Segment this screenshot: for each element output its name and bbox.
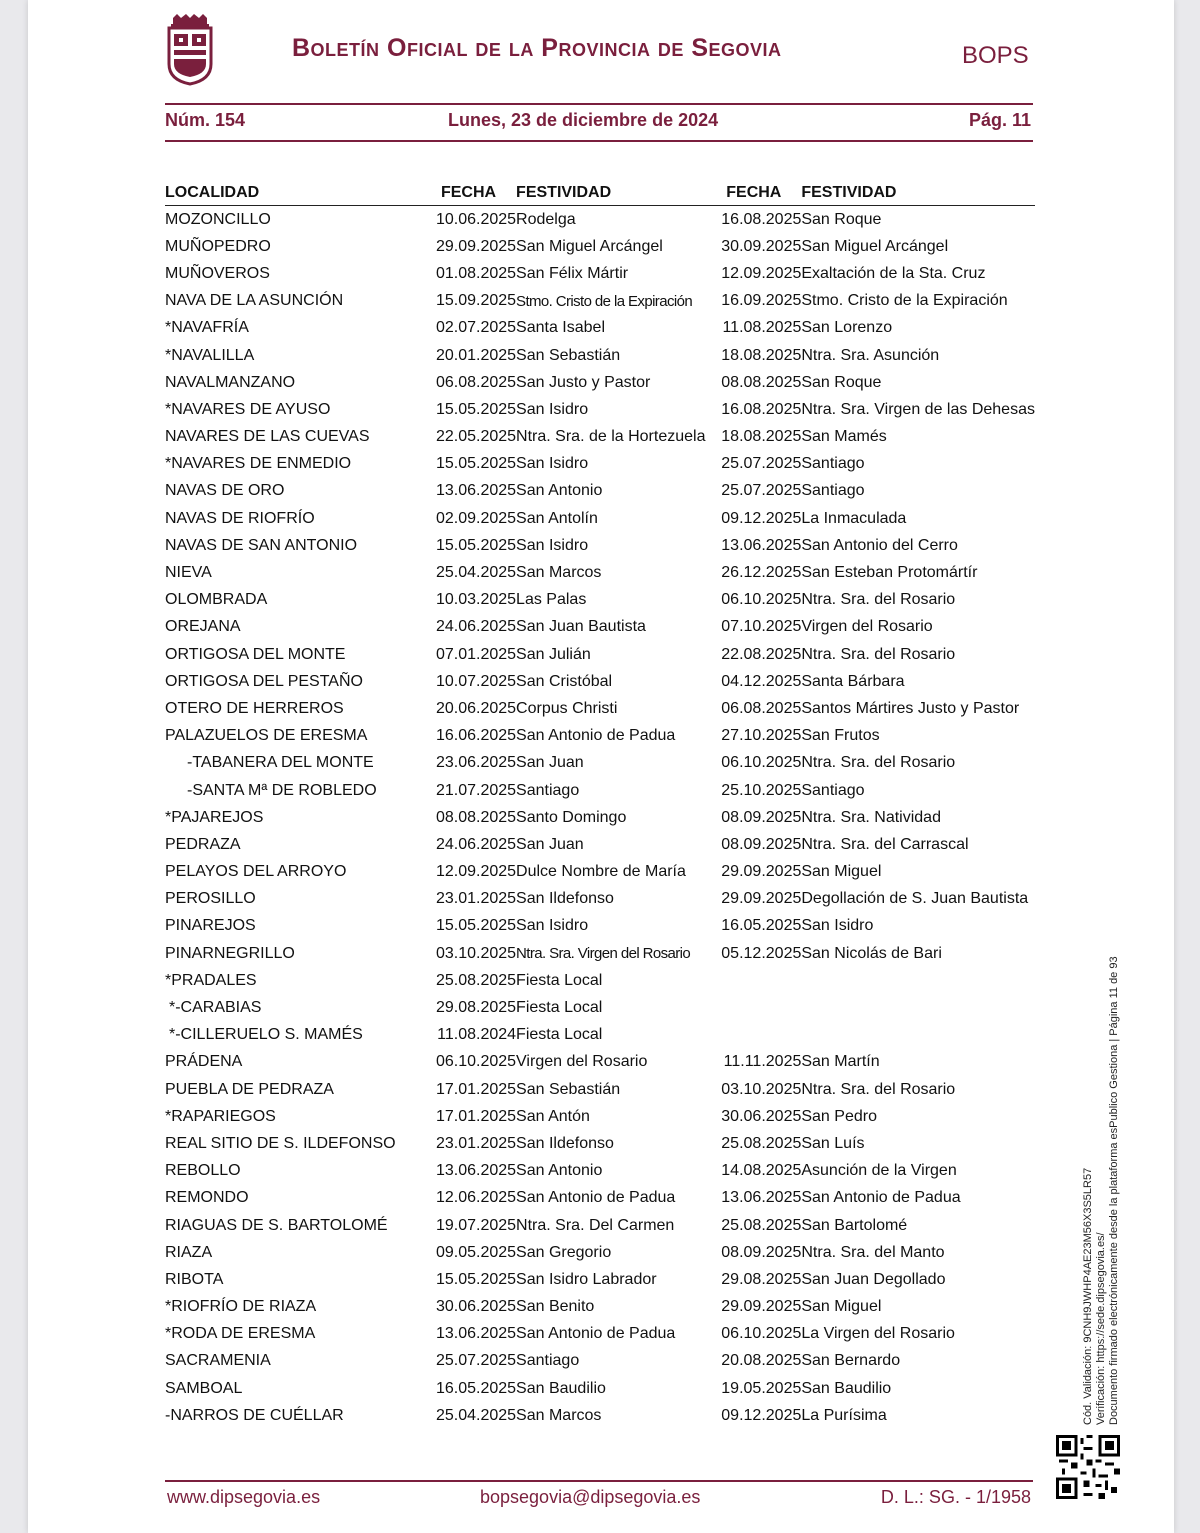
festivity-2-cell: San Roque — [801, 373, 882, 391]
festivity-1-cell: Santo Domingo — [516, 808, 627, 826]
festivity-1-cell: Santiago — [516, 781, 580, 799]
locality-cell: RIBOTA — [165, 1270, 224, 1288]
festivity-1-cell: San Antonio de Padua — [516, 1325, 676, 1343]
festivity-1-cell: Ntra. Sra. Virgen del Rosario — [516, 945, 691, 963]
table-row — [165, 614, 1035, 641]
locality-cell: ORTIGOSA DEL MONTE — [165, 645, 346, 663]
signature-note: Documento firmado electrónicamente desde la plataforma esPublico Gestiona | Página 11 de 93 — [1108, 956, 1120, 1425]
date-2-cell: 29.09.2025 — [721, 1298, 802, 1316]
festivity-1-cell: Dulce Nombre de María — [516, 863, 686, 881]
date-2-cell: 08.08.2025 — [721, 373, 802, 391]
table-row — [165, 1375, 1035, 1402]
date-2-cell — [713, 967, 802, 994]
date-2-cell: 18.08.2025 — [721, 346, 802, 364]
festivity-2-cell: Santa Bárbara — [801, 672, 905, 690]
festivity-2-cell: Santos Mártires Justo y Pastor — [801, 699, 1020, 717]
festivity-2-cell: Exaltación de la Sta. Cruz — [801, 264, 986, 282]
locality-cell: *NAVARES DE AYUSO — [165, 400, 331, 418]
festivity-1-cell: San Ildefonso — [516, 890, 614, 908]
header-festivity-2: FESTIVIDAD — [801, 176, 1035, 206]
date-2-cell: 29.08.2025 — [721, 1270, 802, 1288]
website-link[interactable]: www.dipsegovia.es — [167, 1487, 321, 1507]
locality-cell: REBOLLO — [165, 1162, 241, 1180]
date-2-cell: 11.11.2025 — [723, 1053, 802, 1071]
table-row — [165, 396, 1035, 423]
date-1-cell: 15.05.2025 — [435, 536, 517, 554]
festivity-1-cell: San Juan Bautista — [516, 618, 646, 636]
date-2-cell: 13.06.2025 — [721, 536, 802, 554]
locality-cell: -TABANERA DEL MONTE — [187, 754, 374, 772]
locality-cell: MUÑOPEDRO — [165, 237, 271, 255]
locality-cell: OTERO DE HERREROS — [165, 699, 344, 717]
festivity-1-cell: San Gregorio — [516, 1243, 612, 1261]
festivity-2-cell: Ntra. Sra. del Rosario — [801, 591, 956, 609]
date-1-cell: 15.05.2025 — [435, 917, 517, 935]
date-2-cell: 25.08.2025 — [721, 1216, 802, 1234]
date-1-cell: 20.01.2025 — [435, 346, 517, 364]
locality-cell: PINAREJOS — [165, 917, 256, 935]
date-1-cell: 07.01.2025 — [435, 645, 517, 663]
date-1-cell: 20.06.2025 — [435, 699, 517, 717]
locality-cell: OREJANA — [165, 618, 241, 636]
date-1-cell: 03.10.2025 — [435, 944, 517, 962]
date-1-cell: 02.07.2025 — [435, 319, 517, 337]
table-row — [165, 668, 1035, 695]
locality-cell: PELAYOS DEL ARROYO — [165, 863, 347, 881]
date-1-cell: 08.08.2025 — [435, 808, 517, 826]
date-2-cell: 04.12.2025 — [721, 672, 802, 690]
festivity-2-cell: Santiago — [801, 455, 865, 473]
header-bottom-rule — [165, 140, 1033, 142]
festivity-1-cell: San Antonio — [516, 1162, 603, 1180]
festivity-2-cell: Ntra. Sra. Natividad — [801, 808, 941, 826]
festivity-2-cell: San Roque — [801, 210, 882, 228]
festivity-2-cell: San Antonio del Cerro — [801, 536, 958, 554]
date-2-cell: 25.10.2025 — [721, 781, 802, 799]
locality-cell: PRÁDENA — [165, 1053, 243, 1071]
date-2-cell: 06.10.2025 — [721, 1325, 802, 1343]
festivity-1-cell: San Isidro — [516, 400, 589, 418]
festivity-1-cell: San Cristóbal — [516, 672, 613, 690]
table-row — [165, 260, 1035, 287]
table-row — [165, 831, 1035, 858]
table-row — [165, 1103, 1035, 1130]
date-2-cell — [713, 994, 802, 1021]
table-row — [165, 315, 1035, 342]
table-row — [165, 559, 1035, 586]
holidays-table — [165, 176, 1035, 1429]
header-date-2: FECHA — [713, 176, 802, 206]
festivity-2-cell: La Virgen del Rosario — [801, 1325, 955, 1343]
date-1-cell: 10.06.2025 — [435, 210, 517, 228]
date-1-cell: 10.03.2025 — [435, 591, 517, 609]
locality-cell: REAL SITIO DE S. ILDEFONSO — [165, 1134, 396, 1152]
coat-of-arms-logo — [165, 14, 215, 86]
festivity-1-cell: Ntra. Sra. de la Hortezuela — [516, 428, 706, 446]
date-1-cell: 19.07.2025 — [435, 1216, 517, 1234]
date-1-cell: 06.10.2025 — [435, 1053, 517, 1071]
festivity-2-cell — [801, 1022, 1035, 1049]
locality-cell: NAVAS DE RIOFRÍO — [165, 509, 315, 527]
festivity-1-cell: San Sebastián — [516, 346, 621, 364]
date-2-cell: 14.08.2025 — [721, 1162, 802, 1180]
festivity-2-cell: Ntra. Sra. del Rosario — [801, 645, 956, 663]
date-2-cell: 09.12.2025 — [721, 1406, 802, 1424]
locality-cell: *PAJAREJOS — [165, 808, 264, 826]
date-1-cell: 25.04.2025 — [435, 564, 517, 582]
date-2-cell: 29.09.2025 — [721, 863, 802, 881]
date-1-cell: 10.07.2025 — [435, 672, 517, 690]
festivity-2-cell: San Bernardo — [801, 1352, 901, 1370]
qr-code-icon — [1056, 1435, 1120, 1499]
locality-cell: MOZONCILLO — [165, 210, 271, 228]
date-2-cell: 30.09.2025 — [721, 237, 802, 255]
date-1-cell: 25.07.2025 — [435, 1352, 517, 1370]
date-2-cell: 25.07.2025 — [721, 482, 802, 500]
locality-cell: *RIOFRÍO DE RIAZA — [165, 1298, 317, 1316]
festivity-2-cell: Ntra. Sra. del Manto — [801, 1243, 945, 1261]
festivity-2-cell: San Nicolás de Bari — [801, 944, 942, 962]
festivity-1-cell: San Antolín — [516, 509, 598, 527]
festivity-1-cell: Virgen del Rosario — [516, 1053, 648, 1071]
festivity-1-cell: San Ildefonso — [516, 1134, 614, 1152]
festivity-1-cell: San Marcos — [516, 564, 602, 582]
festivity-1-cell: San Juan — [516, 754, 584, 772]
date-2-cell: 08.09.2025 — [721, 808, 802, 826]
date-1-cell: 30.06.2025 — [435, 1298, 517, 1316]
date-1-cell: 13.06.2025 — [435, 482, 517, 500]
date-2-cell: 22.08.2025 — [721, 645, 802, 663]
festivity-1-cell: San Marcos — [516, 1406, 602, 1424]
date-2-cell: 16.08.2025 — [721, 400, 802, 418]
table-row — [165, 587, 1035, 614]
date-1-cell: 09.05.2025 — [435, 1243, 517, 1261]
festivity-1-cell: San Félix Mártir — [516, 264, 629, 282]
table-row — [165, 859, 1035, 886]
verification-url: Verificación: https://sede.dipsegovia.es/ — [1095, 1232, 1107, 1425]
table-row — [165, 1049, 1035, 1076]
festivity-1-cell: Las Palas — [516, 591, 587, 609]
table-row — [165, 1022, 1035, 1049]
festivity-2-cell: San Mamés — [801, 428, 887, 446]
festivity-2-cell: San Pedro — [801, 1107, 877, 1125]
date-2-cell: 29.09.2025 — [721, 890, 802, 908]
festivity-1-cell: San Benito — [516, 1298, 595, 1316]
festivity-1-cell: San Justo y Pastor — [516, 373, 651, 391]
page-number: Pág. 11 — [968, 110, 1031, 130]
date-2-cell: 19.05.2025 — [721, 1379, 802, 1397]
date-1-cell: 13.06.2025 — [435, 1325, 517, 1343]
table-row — [165, 342, 1035, 369]
locality-cell: PUEBLA DE PEDRAZA — [165, 1080, 334, 1098]
date-2-cell: 16.09.2025 — [721, 292, 802, 310]
locality-cell: PALAZUELOS DE ERESMA — [165, 727, 368, 745]
festivity-2-cell: San Isidro — [801, 917, 874, 935]
date-1-cell: 12.09.2025 — [435, 863, 517, 881]
table-row — [165, 967, 1035, 994]
locality-cell: NAVA DE LA ASUNCIÓN — [165, 292, 344, 310]
table-row — [165, 1266, 1035, 1293]
festivity-2-cell: Ntra. Sra. del Carrascal — [801, 835, 969, 853]
table-row — [165, 206, 1035, 234]
festivity-2-cell: San Miguel — [801, 863, 882, 881]
locality-cell: NAVAS DE ORO — [165, 482, 285, 500]
table-row — [165, 994, 1035, 1021]
date-2-cell: 06.10.2025 — [721, 591, 802, 609]
header-date-1: FECHA — [424, 176, 516, 206]
festivity-1-cell: Fiesta Local — [516, 1026, 603, 1044]
table-row — [165, 233, 1035, 260]
festivity-2-cell: Santiago — [801, 781, 865, 799]
festivity-2-cell: Ntra. Sra. Virgen de las Dehesas — [801, 400, 1035, 418]
locality-cell: *RAPARIEGOS — [165, 1107, 276, 1125]
date-1-cell: 22.05.2025 — [435, 428, 517, 446]
festivity-2-cell: San Martín — [801, 1053, 880, 1071]
table-row — [165, 1321, 1035, 1348]
table-row — [165, 1348, 1035, 1375]
locality-cell: SAMBOAL — [165, 1379, 243, 1397]
locality-cell: REMONDO — [165, 1189, 249, 1207]
table-header-row — [165, 176, 1035, 206]
date-1-cell: 12.06.2025 — [435, 1189, 517, 1207]
locality-cell: -SANTA Mª DE ROBLEDO — [187, 781, 377, 799]
locality-cell: PEROSILLO — [165, 890, 256, 908]
locality-cell: *PRADALES — [165, 971, 257, 989]
festivity-2-cell — [801, 967, 1035, 994]
date-1-cell: 21.07.2025 — [435, 781, 517, 799]
locality-cell: OLOMBRADA — [165, 591, 268, 609]
festivity-2-cell: Stmo. Cristo de la Expiración — [801, 292, 1008, 310]
festivity-1-cell: San Miguel Arcángel — [516, 237, 663, 255]
table-row — [165, 478, 1035, 505]
table-row — [165, 532, 1035, 559]
festivity-1-cell: San Antonio — [516, 482, 603, 500]
footer-rule — [165, 1480, 1033, 1482]
date-1-cell: 24.06.2025 — [435, 835, 517, 853]
festivity-2-cell: San Frutos — [801, 727, 880, 745]
date-2-cell: 06.08.2025 — [721, 699, 802, 717]
festivity-2-cell: San Baudilio — [801, 1379, 892, 1397]
date-2-cell: 12.09.2025 — [721, 264, 802, 282]
festivity-1-cell: San Antonio de Padua — [516, 727, 676, 745]
festivity-1-cell: San Isidro Labrador — [516, 1270, 657, 1288]
header-locality: LOCALIDAD — [165, 176, 424, 206]
date-1-cell: 23.01.2025 — [435, 890, 517, 908]
festivity-1-cell: Fiesta Local — [516, 999, 603, 1017]
locality-cell: PEDRAZA — [165, 835, 241, 853]
locality-cell: *NAVAFRÍA — [165, 319, 249, 337]
table-row — [165, 1402, 1035, 1429]
locality-cell: PINARNEGRILLO — [165, 944, 295, 962]
date-1-cell: 25.08.2025 — [435, 971, 517, 989]
date-2-cell: 07.10.2025 — [721, 618, 802, 636]
date-2-cell: 16.08.2025 — [721, 210, 802, 228]
festivity-2-cell: San Antonio de Padua — [801, 1189, 961, 1207]
table-row — [165, 1158, 1035, 1185]
date-1-cell: 11.08.2024 — [437, 1026, 517, 1044]
date-2-cell: 26.12.2025 — [721, 564, 802, 582]
locality-cell: NAVALMANZANO — [165, 373, 296, 391]
festivity-1-cell: Stmo. Cristo de la Expiración — [516, 292, 693, 310]
date-1-cell: 23.01.2025 — [435, 1134, 517, 1152]
email-link[interactable]: bopsegovia@dipsegovia.es — [480, 1487, 701, 1507]
festivity-1-cell: San Isidro — [516, 536, 589, 554]
date-2-cell: 08.09.2025 — [721, 1243, 802, 1261]
table-row — [165, 777, 1035, 804]
festivity-2-cell: Virgen del Rosario — [801, 618, 933, 636]
locality-cell: SACRAMENIA — [165, 1352, 271, 1370]
header-top-rule — [165, 103, 1033, 105]
date-2-cell: 16.05.2025 — [721, 917, 802, 935]
date-2-cell: 18.08.2025 — [721, 428, 802, 446]
date-2-cell: 20.08.2025 — [721, 1352, 802, 1370]
table-row — [165, 369, 1035, 396]
date-1-cell: 01.08.2025 — [435, 264, 517, 282]
festivity-1-cell: Rodelga — [516, 210, 576, 228]
date-1-cell: 17.01.2025 — [435, 1080, 517, 1098]
festivity-1-cell: San Isidro — [516, 455, 589, 473]
date-2-cell: 11.08.2025 — [722, 319, 802, 337]
locality-cell: *-CILLERUELO S. MAMÉS — [169, 1026, 363, 1044]
date-1-cell: 13.06.2025 — [435, 1162, 517, 1180]
legal-deposit: D. L.: SG. - 1/1958 — [880, 1487, 1031, 1507]
festivity-1-cell: Fiesta Local — [516, 971, 603, 989]
date-2-cell: 08.09.2025 — [721, 835, 802, 853]
festivity-2-cell: San Lorenzo — [801, 319, 893, 337]
festivity-2-cell: San Esteban Protomártír — [801, 564, 978, 582]
festivity-1-cell: San Juan — [516, 835, 584, 853]
festivity-2-cell: San Luís — [801, 1134, 865, 1152]
date-2-cell: 25.07.2025 — [721, 455, 802, 473]
festivity-2-cell: Asunción de la Virgen — [801, 1162, 957, 1180]
festivity-1-cell: Ntra. Sra. Del Carmen — [516, 1216, 675, 1234]
bulletin-acronym: BOPS — [962, 42, 1029, 69]
festivity-2-cell: Ntra. Sra. del Rosario — [801, 1080, 956, 1098]
issue-date: Lunes, 23 de diciembre de 2024 — [448, 110, 719, 130]
date-1-cell: 15.05.2025 — [435, 1270, 517, 1288]
date-1-cell: 29.09.2025 — [435, 237, 517, 255]
table-row — [165, 1076, 1035, 1103]
festivity-1-cell: Corpus Christi — [516, 699, 618, 717]
table-row — [165, 641, 1035, 668]
table-row — [165, 505, 1035, 532]
date-1-cell: 23.06.2025 — [435, 754, 517, 772]
issue-number: Núm. 154 — [165, 110, 246, 130]
date-1-cell: 29.08.2025 — [435, 999, 517, 1017]
locality-cell: NAVAS DE SAN ANTONIO — [165, 536, 358, 554]
table-row — [165, 886, 1035, 913]
locality-cell: MUÑOVEROS — [165, 264, 270, 282]
table-row — [165, 695, 1035, 722]
date-2-cell: 13.06.2025 — [721, 1189, 802, 1207]
date-1-cell: 15.09.2025 — [435, 292, 517, 310]
locality-cell: ORTIGOSA DEL PESTAÑO — [165, 672, 363, 690]
header-festivity-1: FESTIVIDAD — [516, 176, 713, 206]
table-row — [165, 451, 1035, 478]
festivity-2-cell: La Inmaculada — [801, 509, 907, 527]
date-1-cell: 16.05.2025 — [435, 1379, 517, 1397]
festivity-2-cell: San Juan Degollado — [801, 1270, 946, 1288]
locality-cell: NAVARES DE LAS CUEVAS — [165, 428, 370, 446]
festivity-2-cell: Degollación de S. Juan Bautista — [801, 890, 1029, 908]
festivity-1-cell: San Sebastián — [516, 1080, 621, 1098]
date-1-cell: 25.04.2025 — [435, 1406, 517, 1424]
festivity-2-cell: San Bartolomé — [801, 1216, 908, 1234]
bulletin-title: Boletín Oficial de la Provincia de Segovia — [292, 34, 782, 62]
table-row — [165, 940, 1035, 967]
locality-cell: RIAZA — [165, 1243, 213, 1261]
festivity-2-cell: La Purísima — [801, 1406, 887, 1424]
festivity-2-cell — [801, 994, 1035, 1021]
date-1-cell: 24.06.2025 — [435, 618, 517, 636]
table-row — [165, 1239, 1035, 1266]
table-row — [165, 1130, 1035, 1157]
date-2-cell: 30.06.2025 — [721, 1107, 802, 1125]
table-row — [165, 750, 1035, 777]
festivity-1-cell: San Isidro — [516, 917, 589, 935]
festivity-1-cell: San Julián — [516, 645, 591, 663]
locality-cell: RIAGUAS DE S. BARTOLOMÉ — [165, 1216, 388, 1234]
festivity-2-cell: San Miguel Arcángel — [801, 237, 949, 255]
festivity-1-cell: San Antón — [516, 1107, 590, 1125]
date-2-cell: 05.12.2025 — [721, 944, 802, 962]
festivity-2-cell: Ntra. Sra. del Rosario — [801, 754, 956, 772]
festivity-1-cell: San Antonio de Padua — [516, 1189, 676, 1207]
festivity-2-cell: Ntra. Sra. Asunción — [801, 346, 940, 364]
table-row — [165, 804, 1035, 831]
date-1-cell: 15.05.2025 — [435, 455, 517, 473]
date-1-cell: 16.06.2025 — [435, 727, 517, 745]
date-1-cell: 06.08.2025 — [435, 373, 517, 391]
table-row — [165, 1212, 1035, 1239]
table-row — [165, 723, 1035, 750]
date-2-cell: 09.12.2025 — [721, 509, 802, 527]
date-2-cell: 03.10.2025 — [721, 1080, 802, 1098]
locality-cell: *RODA DE ERESMA — [165, 1325, 316, 1343]
date-1-cell: 02.09.2025 — [435, 509, 517, 527]
festivity-1-cell: Santa Isabel — [516, 319, 605, 337]
validation-code: Cód. Validación: 9CNH9JWHP4AE23M56X3S5LR57 — [1082, 1167, 1094, 1425]
table-row — [165, 913, 1035, 940]
table-row — [165, 1185, 1035, 1212]
locality-cell: *-CARABIAS — [169, 999, 262, 1017]
festivity-1-cell: Santiago — [516, 1352, 580, 1370]
locality-cell: -NARROS DE CUÉLLAR — [165, 1406, 344, 1424]
festivity-2-cell: Santiago — [801, 482, 865, 500]
date-1-cell: 15.05.2025 — [435, 400, 517, 418]
date-2-cell: 25.08.2025 — [721, 1134, 802, 1152]
date-2-cell: 27.10.2025 — [721, 727, 802, 745]
table-row — [165, 288, 1035, 315]
locality-cell: *NAVARES DE ENMEDIO — [165, 455, 352, 473]
table-row — [165, 1294, 1035, 1321]
date-1-cell: 17.01.2025 — [435, 1107, 517, 1125]
festivity-1-cell: San Baudilio — [516, 1379, 606, 1397]
festivity-2-cell: San Miguel — [801, 1298, 882, 1316]
date-2-cell — [713, 1022, 802, 1049]
validation-note — [1082, 956, 1121, 1425]
table-row — [165, 424, 1035, 451]
date-2-cell: 06.10.2025 — [721, 754, 802, 772]
locality-cell: NIEVA — [165, 564, 212, 582]
locality-cell: *NAVALILLA — [165, 346, 255, 364]
